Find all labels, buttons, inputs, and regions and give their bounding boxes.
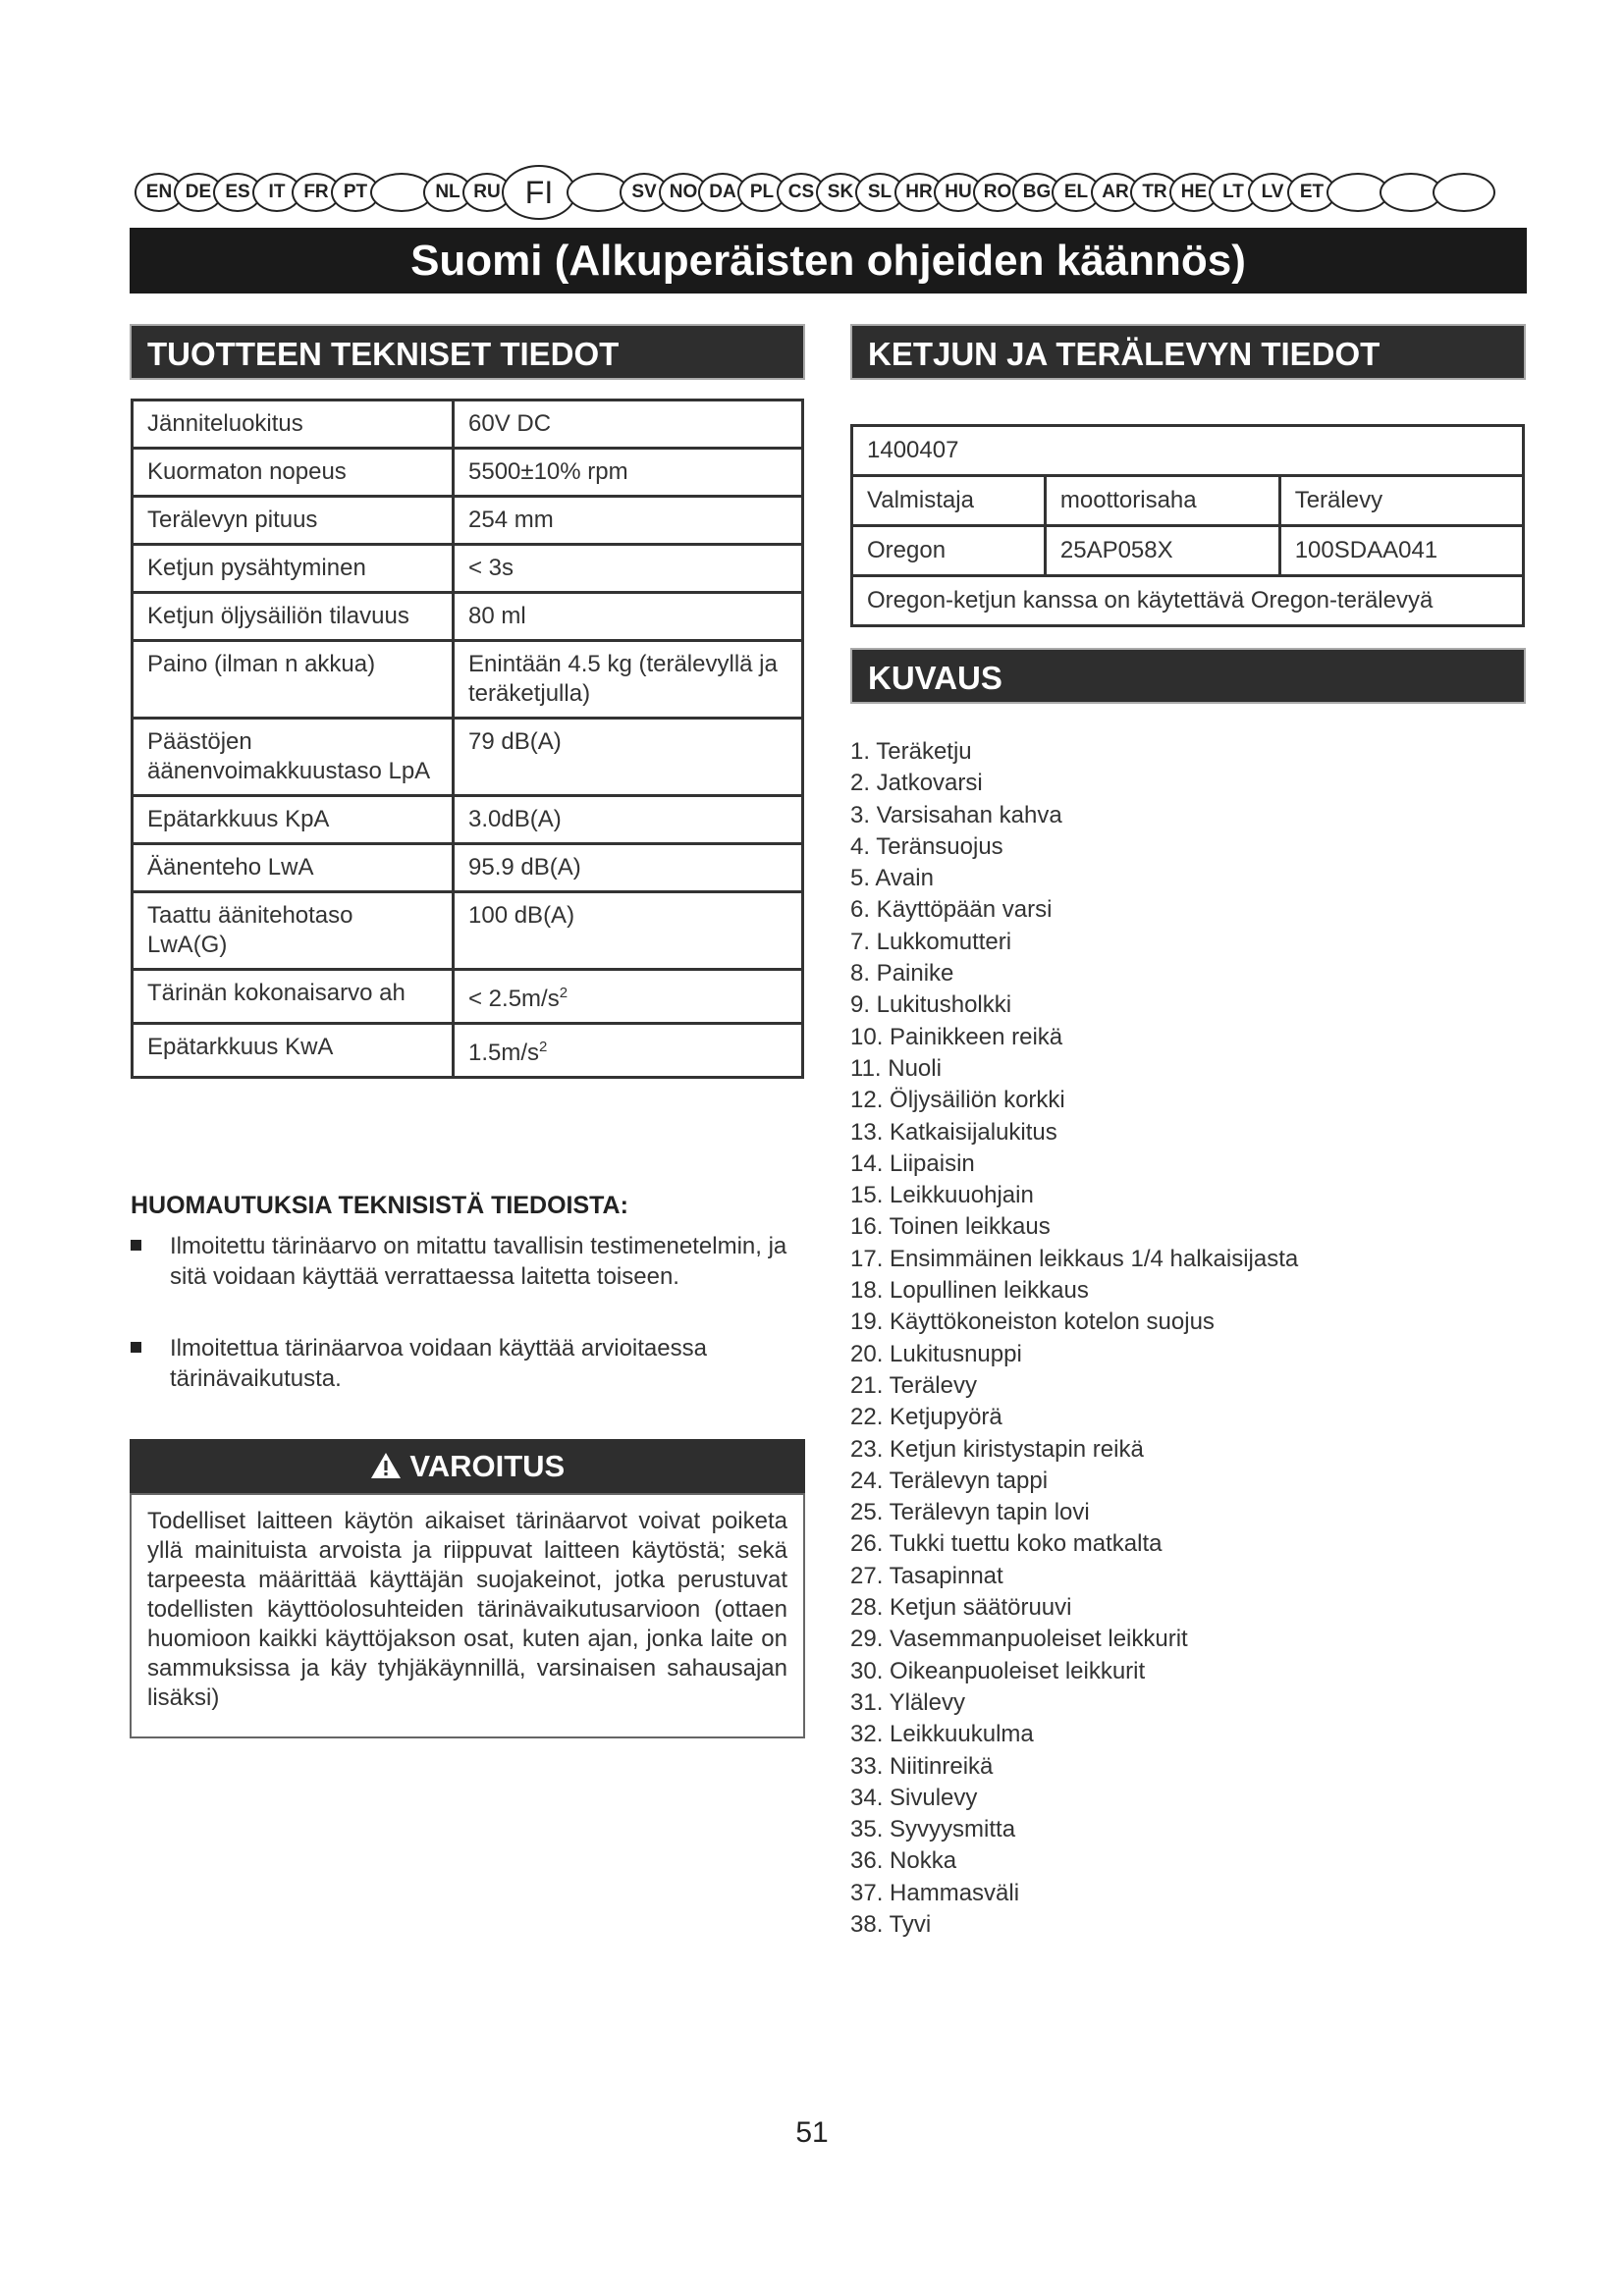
spec-value-text: 3.0dB(A) (468, 806, 562, 832)
list-item: 24. Terälevyn tappi (850, 1467, 1049, 1494)
spec-value (454, 449, 803, 497)
spec-row (133, 400, 803, 449)
spec-value-text: 1.5m/s (468, 1040, 540, 1066)
spec-label: Päästöjen äänenvoimakkuustaso LpA (133, 719, 454, 796)
spec-value-text: < 3s (468, 555, 514, 581)
spec-label: Taattu äänitehotaso LwA(G) (133, 892, 454, 970)
language-option[interactable]: CS (777, 173, 826, 212)
language-option[interactable]: HR (894, 173, 944, 212)
spec-label: Ketjun öljysäiliön tilavuus (133, 593, 454, 641)
chain-header-chainsaw: moottorisaha (1045, 476, 1279, 526)
note-item (131, 1231, 798, 1292)
parts-list (850, 736, 1298, 1941)
notes-heading: HUOMAUTUKSIA TEKNISISTÄ TIEDOISTA: (131, 1192, 628, 1219)
list-item: 9. Lukitusholkki (850, 991, 1012, 1019)
spec-label: Terälevyn pituus (133, 497, 454, 545)
spec-value (454, 970, 803, 1024)
spec-value-text: 95.9 dB(A) (468, 854, 581, 881)
language-option[interactable]: EL (1052, 173, 1101, 212)
language-option[interactable]: NL (423, 173, 472, 212)
spec-label: Paino (ilman n akkua) (133, 641, 454, 719)
list-item: 12. Öljysäiliön korkki (850, 1087, 1065, 1114)
chain-header-manufacturer: Valmistaja (852, 476, 1046, 526)
spec-value-text: 80 ml (468, 603, 526, 629)
list-item: 11. Nuoli (850, 1054, 942, 1082)
spec-value-text: 79 dB(A) (468, 728, 562, 755)
spec-row (133, 593, 803, 641)
list-item: 23. Ketjun kiristystapin reikä (850, 1435, 1144, 1463)
language-option[interactable]: EN (135, 173, 184, 212)
spec-heading: TUOTTEEN TEKNISET TIEDOT (130, 324, 805, 380)
spec-value-text: 254 mm (468, 507, 554, 533)
spec-row (133, 844, 803, 892)
spec-value-text: 5500±10% rpm (468, 458, 628, 485)
language-option[interactable]: DA (698, 173, 747, 212)
spec-value (454, 844, 803, 892)
list-item: 8. Painike (850, 960, 954, 988)
language-option[interactable]: SV (620, 173, 669, 212)
list-item: 36. Nokka (850, 1847, 957, 1875)
spec-value-text: Enintään 4.5 kg (terälevyllä ja teräketjulla) (468, 651, 778, 707)
spec-row (133, 449, 803, 497)
language-option[interactable]: SL (855, 173, 904, 212)
list-item: 32. Leikkuukulma (850, 1721, 1034, 1748)
language-option[interactable]: NO (659, 173, 708, 212)
list-item: 29. Vasemmanpuoleiset leikkurit (850, 1626, 1188, 1653)
language-option[interactable]: BG (1012, 173, 1061, 212)
chain-code: 1400407 (852, 426, 1524, 476)
spec-table (131, 399, 804, 1079)
list-item: 15. Leikkuuohjain (850, 1182, 1034, 1209)
spec-value (454, 892, 803, 970)
language-option[interactable]: HE (1169, 173, 1218, 212)
list-item: 21. Terälevy (850, 1371, 977, 1399)
language-option[interactable]: LV (1248, 173, 1297, 212)
spec-value (454, 497, 803, 545)
warning-text: Todelliset laitteen käytön aikaiset tärinäarvot voivat poiketa yllä mainituista arvoista ja riippuvat laitteen käytöstä; sekä tarpeesta määrittää käyttäjän suojakeinot, jotka perustuvat todellisten käyttöolosuhteiden tärinävaikutusarvioon (ottaen huomioon kaikki käyttöjakson osat, kuten ajan, jonka laite on sammuksissa ja käy tyhjäkäynnillä, varsinaisen sahausajan lisäksi) (130, 1493, 805, 1738)
chain-value-bar: 100SDAA041 (1279, 526, 1523, 576)
list-item: 35. Syvyysmitta (850, 1816, 1016, 1843)
spec-value (454, 593, 803, 641)
language-option[interactable]: FR (292, 173, 341, 212)
language-option[interactable]: TR (1130, 173, 1179, 212)
list-item: 19. Käyttökoneiston kotelon suojus (850, 1308, 1215, 1336)
warning-heading (130, 1439, 805, 1493)
list-item: 14. Liipaisin (850, 1149, 975, 1177)
language-option[interactable]: ET (1287, 173, 1336, 212)
list-item: 2. Jatkovarsi (850, 770, 983, 797)
list-item: 4. Teränsuojus (850, 832, 1003, 860)
list-item: 25. Terälevyn tapin lovi (850, 1499, 1090, 1526)
spec-row (133, 1024, 803, 1078)
bullet-square-icon (131, 1240, 141, 1251)
spec-value (454, 545, 803, 593)
spec-value-text: < 2.5m/s (468, 986, 560, 1012)
spec-row (133, 970, 803, 1024)
spec-row (133, 545, 803, 593)
language-option[interactable]: IT (252, 173, 301, 212)
description-heading: KUVAUS (850, 648, 1526, 704)
list-item: 20. Lukitusnuppi (850, 1340, 1022, 1367)
list-item: 10. Painikkeen reikä (850, 1023, 1063, 1050)
list-item: 38. Tyvi (850, 1910, 932, 1938)
spec-label: Kuormaton nopeus (133, 449, 454, 497)
list-item: 31. Ylälevy (850, 1688, 965, 1716)
language-option[interactable]: SK (816, 173, 865, 212)
language-selector (135, 173, 1509, 212)
unit-exponent: 2 (539, 1039, 548, 1055)
language-option[interactable]: DE (174, 173, 223, 212)
list-item: 18. Lopullinen leikkaus (850, 1277, 1089, 1305)
list-item: 16. Toinen leikkaus (850, 1213, 1051, 1241)
list-item: 34. Sivulevy (850, 1784, 978, 1811)
spec-value (454, 400, 803, 449)
spec-value (454, 1024, 803, 1078)
list-item: 33. Niitinreikä (850, 1752, 994, 1780)
spec-label: Tärinän kokonaisarvo ah (133, 970, 454, 1024)
chain-table (850, 424, 1525, 627)
language-option[interactable]: RU (462, 173, 512, 212)
list-item: 26. Tukki tuettu koko matkalta (850, 1530, 1163, 1558)
note-item (131, 1333, 798, 1394)
language-option[interactable]: FI (502, 165, 576, 220)
language-option[interactable]: RO (973, 173, 1022, 212)
warning-title: VAROITUS (409, 1449, 566, 1483)
spec-value (454, 719, 803, 796)
spec-label: Jänniteluokitus (133, 400, 454, 449)
list-item: 13. Katkaisijalukitus (850, 1118, 1057, 1146)
spec-value (454, 796, 803, 844)
language-option[interactable] (1433, 173, 1495, 212)
list-item: 5. Avain (850, 865, 934, 892)
spec-row (133, 497, 803, 545)
language-option[interactable]: HU (934, 173, 983, 212)
language-option[interactable]: PT (331, 173, 380, 212)
page-title: Suomi (Alkuperäisten ohjeiden käännös) (130, 228, 1527, 294)
chain-note: Oregon-ketjun kanssa on käytettävä Oregon-terälevyä (852, 576, 1524, 626)
language-option[interactable]: LT (1209, 173, 1258, 212)
chain-value-manufacturer: Oregon (852, 526, 1046, 576)
list-item: 1. Teräketju (850, 738, 972, 765)
spec-value (454, 641, 803, 719)
spec-row (133, 892, 803, 970)
list-item: 37. Hammasväli (850, 1879, 1020, 1906)
spec-label: Äänenteho LwA (133, 844, 454, 892)
spec-label: Epätarkkuus KpA (133, 796, 454, 844)
language-option[interactable]: PL (737, 173, 786, 212)
spec-row (133, 719, 803, 796)
language-option[interactable]: AR (1091, 173, 1140, 212)
list-item: 28. Ketjun säätöruuvi (850, 1594, 1072, 1622)
list-item: 6. Käyttöpään varsi (850, 896, 1053, 924)
spec-value-text: 100 dB(A) (468, 902, 575, 929)
unit-exponent: 2 (559, 985, 568, 1001)
spec-label: Ketjun pysähtyminen (133, 545, 454, 593)
bullet-square-icon (131, 1342, 141, 1353)
chain-heading: KETJUN JA TERÄLEVYN TIEDOT (850, 324, 1526, 380)
list-item: 30. Oikeanpuoleiset leikkurit (850, 1657, 1146, 1684)
chain-header-bar: Terälevy (1279, 476, 1523, 526)
list-item: 22. Ketjupyörä (850, 1404, 1002, 1431)
spec-row (133, 796, 803, 844)
list-item: 27. Tasapinnat (850, 1562, 1003, 1589)
language-option[interactable]: ES (213, 173, 262, 212)
page-number: 51 (795, 2116, 829, 2149)
spec-value-text: 60V DC (468, 410, 552, 437)
list-item: 7. Lukkomutteri (850, 928, 1012, 955)
note-text: Ilmoitettua tärinäarvoa voidaan käyttää arvioitaessa tärinävaikutusta. (170, 1335, 707, 1392)
list-item: 17. Ensimmäinen leikkaus 1/4 halkaisijasta (850, 1245, 1299, 1272)
warning-triangle-icon (370, 1452, 402, 1479)
spec-label: Epätarkkuus KwA (133, 1024, 454, 1078)
note-text: Ilmoitettu tärinäarvo on mitattu tavallisin testimenetelmin, ja sitä voidaan käyttää verrattaessa laitetta toiseen. (170, 1233, 787, 1290)
spec-row (133, 641, 803, 719)
chain-value-chainsaw: 25AP058X (1045, 526, 1279, 576)
list-item: 3. Varsisahan kahva (850, 801, 1062, 828)
